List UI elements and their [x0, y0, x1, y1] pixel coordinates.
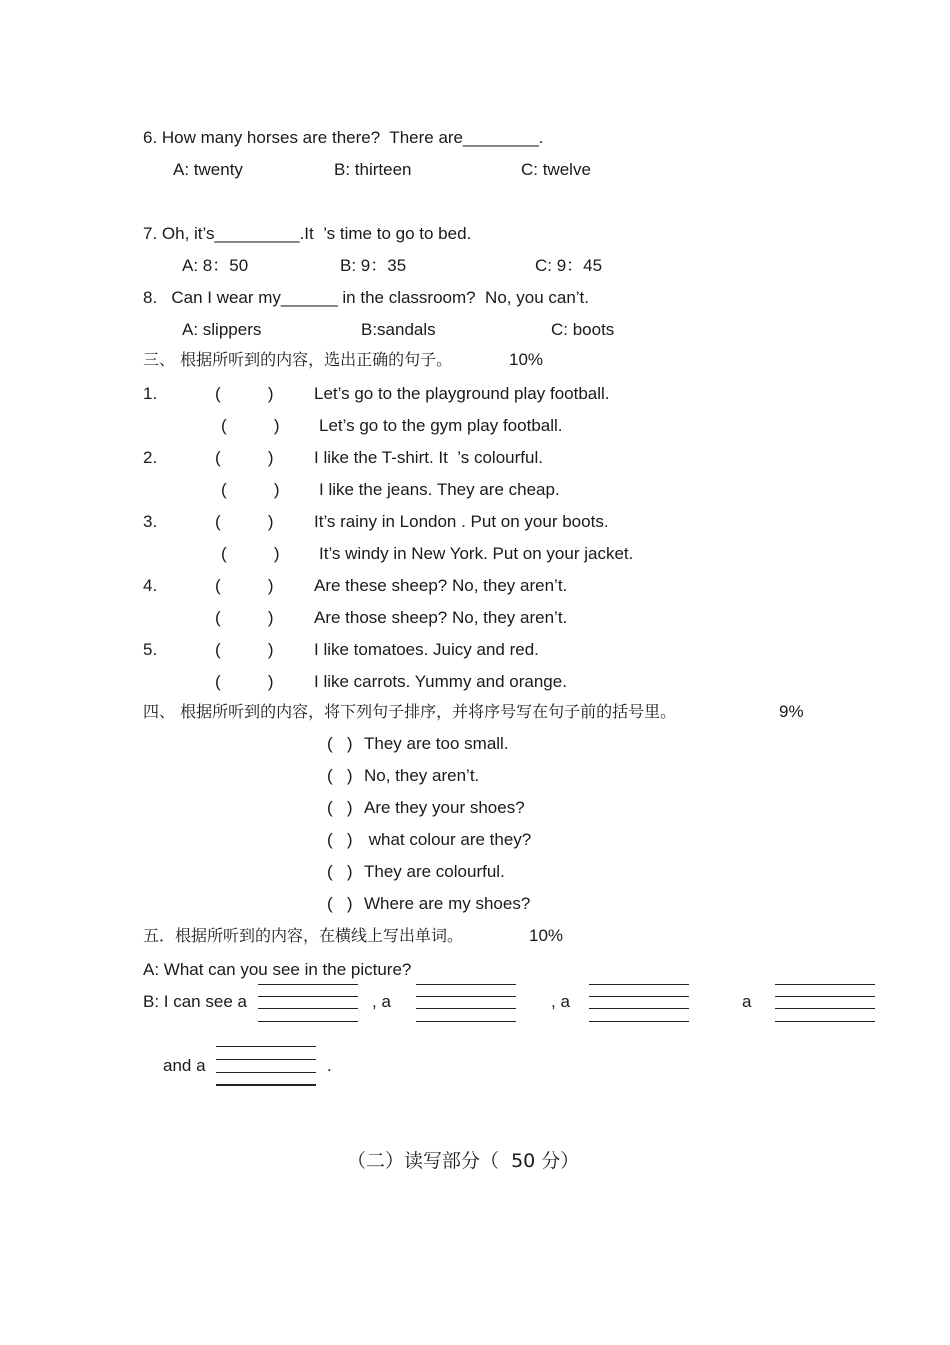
s3-item5-b-answer-paren[interactable]: ( ) [215, 672, 274, 691]
s5-answer-blank-5[interactable] [216, 1046, 316, 1084]
s4-sentence-4: what colour are they? [364, 830, 532, 849]
section5-title: 五．根据所听到的内容，在横线上写出单词。 [143, 926, 464, 945]
s4-sentence-2: No, they aren’t. [364, 766, 480, 785]
s3-item4-a-answer-paren[interactable]: ( ) [215, 576, 274, 595]
s3-item5-number: 5. [143, 640, 158, 659]
s4-order-paren-4[interactable]: ( ) [327, 830, 353, 849]
s3-item2-a-sentence: I like the T-shirt. It ’s colourful. [314, 448, 543, 467]
q8-option-a: A: slippers [182, 320, 262, 339]
s3-item3-a-sentence: It’s rainy in London . Put on your boots. [314, 512, 609, 531]
q6-option-c: C: twelve [521, 160, 591, 179]
q8-option-b: B:sandals [361, 320, 436, 339]
q7-option-c: C: 9：45 [535, 256, 603, 275]
s4-sentence-5: They are colourful. [364, 862, 505, 881]
s5-separator-3: a [742, 992, 752, 1011]
q6-option-b: B: thirteen [334, 160, 412, 179]
s3-item3-b-sentence: It’s windy in New York. Put on your jacket. [319, 544, 634, 563]
s5-answer-blank-1[interactable] [258, 984, 358, 1022]
s4-sentence-1: They are too small. [364, 734, 509, 753]
s4-order-paren-3[interactable]: ( ) [327, 798, 353, 817]
s3-item5-b-sentence: I like carrots. Yummy and orange. [314, 672, 567, 691]
s5-and-a: and a [163, 1056, 206, 1075]
s3-item5-a-answer-paren[interactable]: ( ) [215, 640, 274, 659]
q8-option-c: C: boots [551, 320, 615, 339]
s3-item1-number: 1. [143, 384, 158, 403]
s3-item1-b-answer-paren[interactable]: ( ) [221, 416, 280, 435]
section4-points: 9% [779, 702, 804, 721]
s3-item2-b-answer-paren[interactable]: ( ) [221, 480, 280, 499]
section5-points: 10% [529, 926, 564, 945]
s3-item3-b-answer-paren[interactable]: ( ) [221, 544, 280, 563]
s5-line-b: B: I can see a [143, 992, 247, 1011]
s3-item5-a-sentence: I like tomatoes. Juicy and red. [314, 640, 539, 659]
s5-separator-2: , a [551, 992, 570, 1011]
section3-title: 三、 根据所听到的内容，选出正确的句子。 [143, 350, 453, 369]
s3-item3-a-answer-paren[interactable]: ( ) [215, 512, 274, 531]
s3-item2-a-answer-paren[interactable]: ( ) [215, 448, 274, 467]
part2-heading: （二）读写部分（ 50 分） [347, 1150, 580, 1172]
s5-end-period: . [327, 1056, 332, 1075]
s3-item4-number: 4. [143, 576, 158, 595]
s4-order-paren-5[interactable]: ( ) [327, 862, 353, 881]
s3-item4-a-sentence: Are these sheep? No, they aren’t. [314, 576, 568, 595]
s5-separator-1: , a [372, 992, 391, 1011]
q8-question: 8. Can I wear my______ in the classroom? No, you can’t. [143, 288, 590, 307]
s4-sentence-6: Where are my shoes? [364, 894, 531, 913]
s4-order-paren-2[interactable]: ( ) [327, 766, 353, 785]
section3-points: 10% [509, 350, 544, 369]
s3-item2-b-sentence: I like the jeans. They are cheap. [319, 480, 560, 499]
s4-order-paren-1[interactable]: ( ) [327, 734, 353, 753]
section4-title: 四、 根据所听到的内容，将下列句子排序，并将序号写在句子前的括号里。 [143, 702, 677, 721]
q7-option-b: B: 9：35 [340, 256, 407, 275]
s5-answer-blank-4[interactable] [775, 984, 875, 1022]
s3-item1-b-sentence: Let’s go to the gym play football. [319, 416, 563, 435]
s4-order-paren-6[interactable]: ( ) [327, 894, 353, 913]
s5-line-a: A: What can you see in the picture? [143, 960, 412, 979]
s3-item4-b-sentence: Are those sheep? No, they aren’t. [314, 608, 568, 627]
q7-question: 7. Oh, it’s_________.It ’s time to go to bed. [143, 224, 472, 243]
s4-sentence-3: Are they your shoes? [364, 798, 525, 817]
s5-answer-blank-2[interactable] [416, 984, 516, 1022]
q6-option-a: A: twenty [173, 160, 243, 179]
s3-item1-a-sentence: Let’s go to the playground play football. [314, 384, 610, 403]
s3-item4-b-answer-paren[interactable]: ( ) [215, 608, 274, 627]
q7-option-a: A: 8：50 [182, 256, 249, 275]
q6-question: 6. How many horses are there? There are________. [143, 128, 544, 147]
s3-item3-number: 3. [143, 512, 158, 531]
s5-answer-blank-3[interactable] [589, 984, 689, 1022]
s3-item1-a-answer-paren[interactable]: ( ) [215, 384, 274, 403]
s3-item2-number: 2. [143, 448, 158, 467]
